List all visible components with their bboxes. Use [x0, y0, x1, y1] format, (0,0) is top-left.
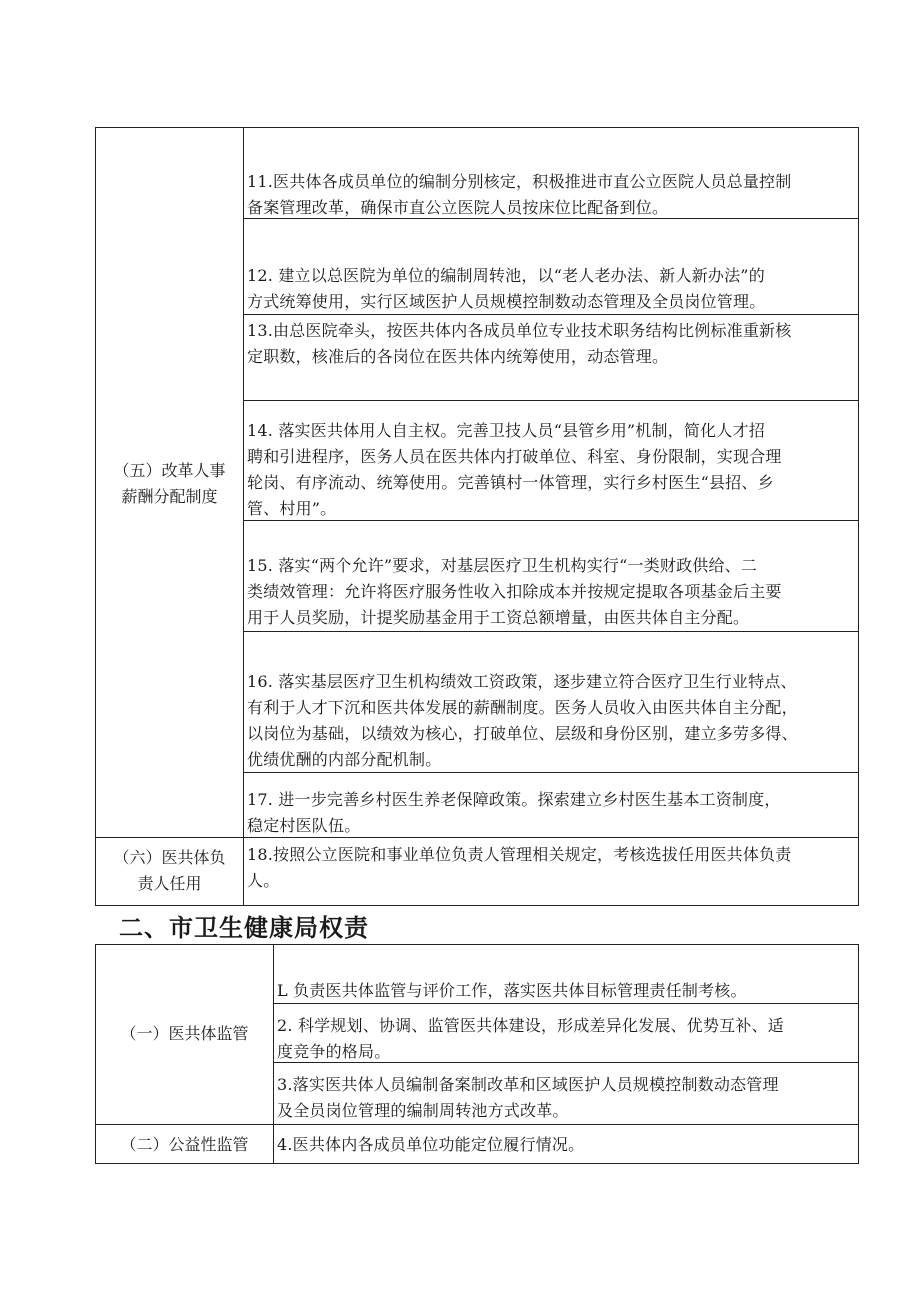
item-line: 备案管理改革，确保市直公立医院人员按床位比配备到位。 [247, 198, 669, 217]
item-15 [247, 553, 782, 631]
item-line: 18.按照公立医院和事业单位负责人管理相关规定，考核选拔任用医共体负责 [247, 845, 792, 864]
item-line: 14. 落实医共体用人自主权。完善卫技人员“县管乡用”机制，简化人才招 [247, 421, 765, 440]
item-line: 用于人员奖励，计提奖励基金用于工资总额增量，由医共体自主分配。 [247, 608, 750, 627]
duty-item-3 [277, 1072, 779, 1124]
item-line: 3.落实医共体人员编制备案制改革和区域医护人员规模控制数动态管理 [277, 1075, 779, 1094]
item-line: 人。 [247, 871, 280, 890]
duty-item-4 [277, 1132, 584, 1158]
item-14 [247, 418, 782, 522]
item-line: 类绩效管理：允许将医疗服务性收入扣除成本并按规定提取各项基金后主要 [247, 582, 782, 601]
item-line: 以岗位为基础，以绩效为核心，打破单位、层级和身份区别，建立多劳多得、 [247, 724, 798, 743]
item-line: 4.医共体内各成员单位功能定位履行情况。 [277, 1135, 585, 1154]
item-line: 方式统筹使用，实行区域医护人员规模控制数动态管理及全员岗位管理。 [247, 292, 766, 311]
item-line: 16. 落实基层医疗卫生机构绩效工资政策，逐步建立符合医疗卫生行业特点、 [247, 672, 797, 691]
item-line: 聘和引进程序，医务人员在医共体内打破单位、科室、身份限制，实现合理 [247, 447, 782, 466]
item-12 [247, 263, 765, 315]
item-line: L 负责医共体监管与评价工作，落实医共体目标管理责任制考核。 [277, 981, 747, 1000]
row-divider [243, 400, 859, 401]
item-line: 管、村用”。 [247, 499, 337, 518]
item-18 [247, 842, 791, 894]
item-line: 稳定村医队伍。 [247, 816, 361, 835]
item-11 [247, 169, 791, 221]
item-line: 2. 科学规划、协调、监管医共体建设，形成差异化发展、优势互补、适 [277, 1016, 784, 1035]
category-line: （五）改革人事 [113, 461, 226, 480]
item-line: 度竞争的格局。 [277, 1042, 391, 1061]
item-line: 11.医共体各成员单位的编制分别核定，积极推进市直公立医院人员总量控制 [247, 172, 792, 191]
category-supervision: （一）医共体监管 [120, 1024, 249, 1043]
item-line: 有利于人才下沉和医共体发展的薪酬制度。医务人员收入由医共体自主分配， [247, 698, 798, 717]
item-line: 17. 进一步完善乡村医生养老保障政策。探索建立乡村医生基本工资制度， [247, 790, 781, 809]
column-divider [243, 127, 244, 906]
duty-item-1 [277, 978, 747, 1004]
row-divider [243, 631, 859, 632]
item-line: 12. 建立以总医院为单位的编制周转池，以“老人老办法、新人新办法”的 [247, 266, 765, 285]
category-reform-personnel [97, 458, 242, 510]
item-line: 优绩优酬的内部分配机制。 [247, 750, 442, 769]
section-heading: 二、市卫生健康局权责 [119, 914, 369, 942]
category-line: 责人任用 [137, 874, 202, 893]
category-public-welfare: （二）公益性监管 [120, 1135, 249, 1154]
category-leader-appointment [97, 845, 242, 897]
item-line: 13.由总医院牵头，按医共体内各成员单位专业技术职务结构比例标准重新核 [247, 321, 792, 340]
item-line: 定职数，核准后的各岗位在医共体内统筹使用，动态管理。 [247, 347, 669, 366]
column-divider [273, 944, 274, 1164]
category-line: 薪酬分配制度 [121, 487, 218, 506]
duty-item-2 [277, 1013, 784, 1065]
item-line: 轮岗、有序流动、统筹使用。完善镇村一体管理，实行乡村医生“县招、乡 [247, 473, 774, 492]
row-divider [95, 1124, 859, 1125]
item-16 [247, 669, 798, 773]
item-17 [247, 787, 781, 839]
item-line: 15. 落实“两个允许”要求，对基层医疗卫生机构实行“一类财政供给、二 [247, 556, 758, 575]
item-line: 及全员岗位管理的编制周转池方式改革。 [277, 1101, 569, 1120]
item-13 [247, 318, 791, 370]
category-line: （六）医共体负 [113, 848, 226, 867]
